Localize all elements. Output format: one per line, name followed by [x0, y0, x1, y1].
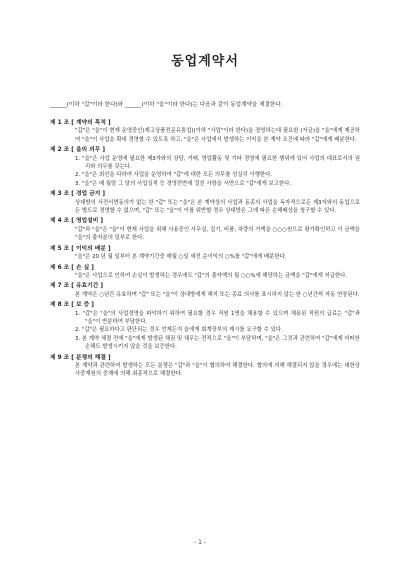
article-5: [50, 245, 360, 262]
article-heading: 제 2 조 [ 을의 의무 ]: [50, 147, 106, 154]
article-4: [50, 217, 360, 242]
article-paragraph: 본 계약은 ○년간 유효하며 "갑" 또는 "을"이 상대방에게 해지 또는 종료 의사를 표시하지 않는 한 ○년간씩 자동 연장된다.: [75, 291, 360, 298]
article-heading: 제 5 조 [ 이익의 배분 ]: [50, 245, 111, 252]
article-6: [50, 264, 360, 281]
article-paragraph: 본 계약과 관련하여 발생하는 모든 분쟁은 "갑"과 "을"이 협의하여 해결한다. 협의에 의해 해결되지 않을 경우에는 대한상사중재원의 중재에 의해 최종적으로 해결한다.: [75, 362, 360, 378]
article-clause: 1. "을"은 사업 운영에 필요한 제3자와의 상담, 거래, 영업활동 및 기타 경영에 필요한 행위에 있어 사업의 대표로서의 권리와 의무를 갖는다.: [75, 155, 360, 171]
article-2: [50, 146, 360, 188]
article-heading: 제 1 조 [ 계약의 목적 ]: [50, 120, 111, 126]
page-number: - 1 -: [194, 539, 206, 546]
article-7: [50, 282, 360, 299]
article-paragraph: 상대방의 사전서면동의가 없는 한 "갑" 또는 "을"은 본 계약상의 사업과 동종의 사업을 독자적으로든 제3자와의 동업으로든 별도로 경영할 수 없으며, "갑" 또는 "을"이 이를 위반할 경우 상대방은 그에 따른 손해배상을 청구할 수 있다.: [75, 199, 360, 215]
article-clause: 1. "갑"은 "을"의 사업경영을 파악하기 위하여 필요할 경우 직원 1명을 채용할 수 있으며 채용된 직원의 급료는 "갑"과 "을"이 반분하여 부담한다.: [75, 310, 360, 325]
article-9: [50, 354, 360, 379]
article-paragraph: "갑"과 "을"은 "을"이 현재 사업을 위해 사용중인 사무실, 집기, 비품, 차량의 가액을 ○○○원으로 평가확인하고 이 금액을 "을"의 출자분의 일부로 한다.: [75, 226, 360, 242]
article-8: [50, 301, 360, 351]
article-clause: 3. "을"은 매 월말 그 달의 사업실적 등 경영전반에 걸친 사항을 서면으로 "갑"에게 보고한다.: [75, 180, 292, 187]
article-heading: 제 6 조 [ 손 실 ]: [50, 264, 94, 271]
article-clause: 2. "을"은 최선을 다하여 사업을 운영하여 "갑"에 대한 모든 의무를 성실히 이행한다.: [75, 172, 273, 179]
article-heading: 제 3 조 [ 경업 금지 ]: [50, 191, 106, 198]
article-paragraph: "을"은 사업으로 인하여 손실이 발생하는 경우에도 "갑"의 출자액의 월 ○○%에 해당하는 금액을 "갑"에게 지급한다.: [75, 272, 348, 279]
article-1: [50, 119, 360, 144]
article-heading: 제 4 조 [ 영업설비 ]: [50, 218, 104, 225]
article-clause: 2. "갑"은 필요하다고 판단되는 경우 언제든지 을에게 회계장부의 제시를 요구할 수 있다.: [75, 327, 283, 334]
article-clause: 3. 본 계약 체결 전에 "을"에게 발생된 채권 및 채무는 전적으로 "을"이 부담하며, "을"은 그것과 관련하여 "갑"에게 어떠한 손해도 발생시키지 않을 것을 보증한다.: [75, 335, 360, 351]
article-list: [50, 119, 360, 379]
contract-intro: ______(이하 "갑"이라 한다)와 ______(이하 "을"이라 한다)는 다음과 같이 동업계약을 체결한다.: [50, 102, 283, 108]
article-heading: 제 8 조 [ 보 증 ]: [50, 302, 94, 309]
article-3: [50, 190, 360, 215]
article-heading: 제 7 조 [ 유효기간 ]: [50, 283, 104, 290]
article-paragraph: "을"은 20 년 월 일부터 본 계약기간중 매월 ○일 세전 순이익의 ○%를 "갑"에게 배분한다.: [75, 254, 287, 261]
article-heading: 제 9 조 [ 분쟁의 해결 ]: [50, 354, 111, 361]
document-title: 동업계약서: [171, 54, 239, 69]
article-paragraph: "갑"은 "을"이 현재 운영중인(재고상품전문유통업)(이하 "사업"이라 한다)을 경영하는데 필요한 (자금)을 "을"에게 제공하여 "을"이 사업을 확대 경영할 수 있도록 하고, "을"은 사업에서 발생하는 이익을 본 계약 조건에 따라 "갑"에게 배분한다.: [75, 128, 360, 143]
